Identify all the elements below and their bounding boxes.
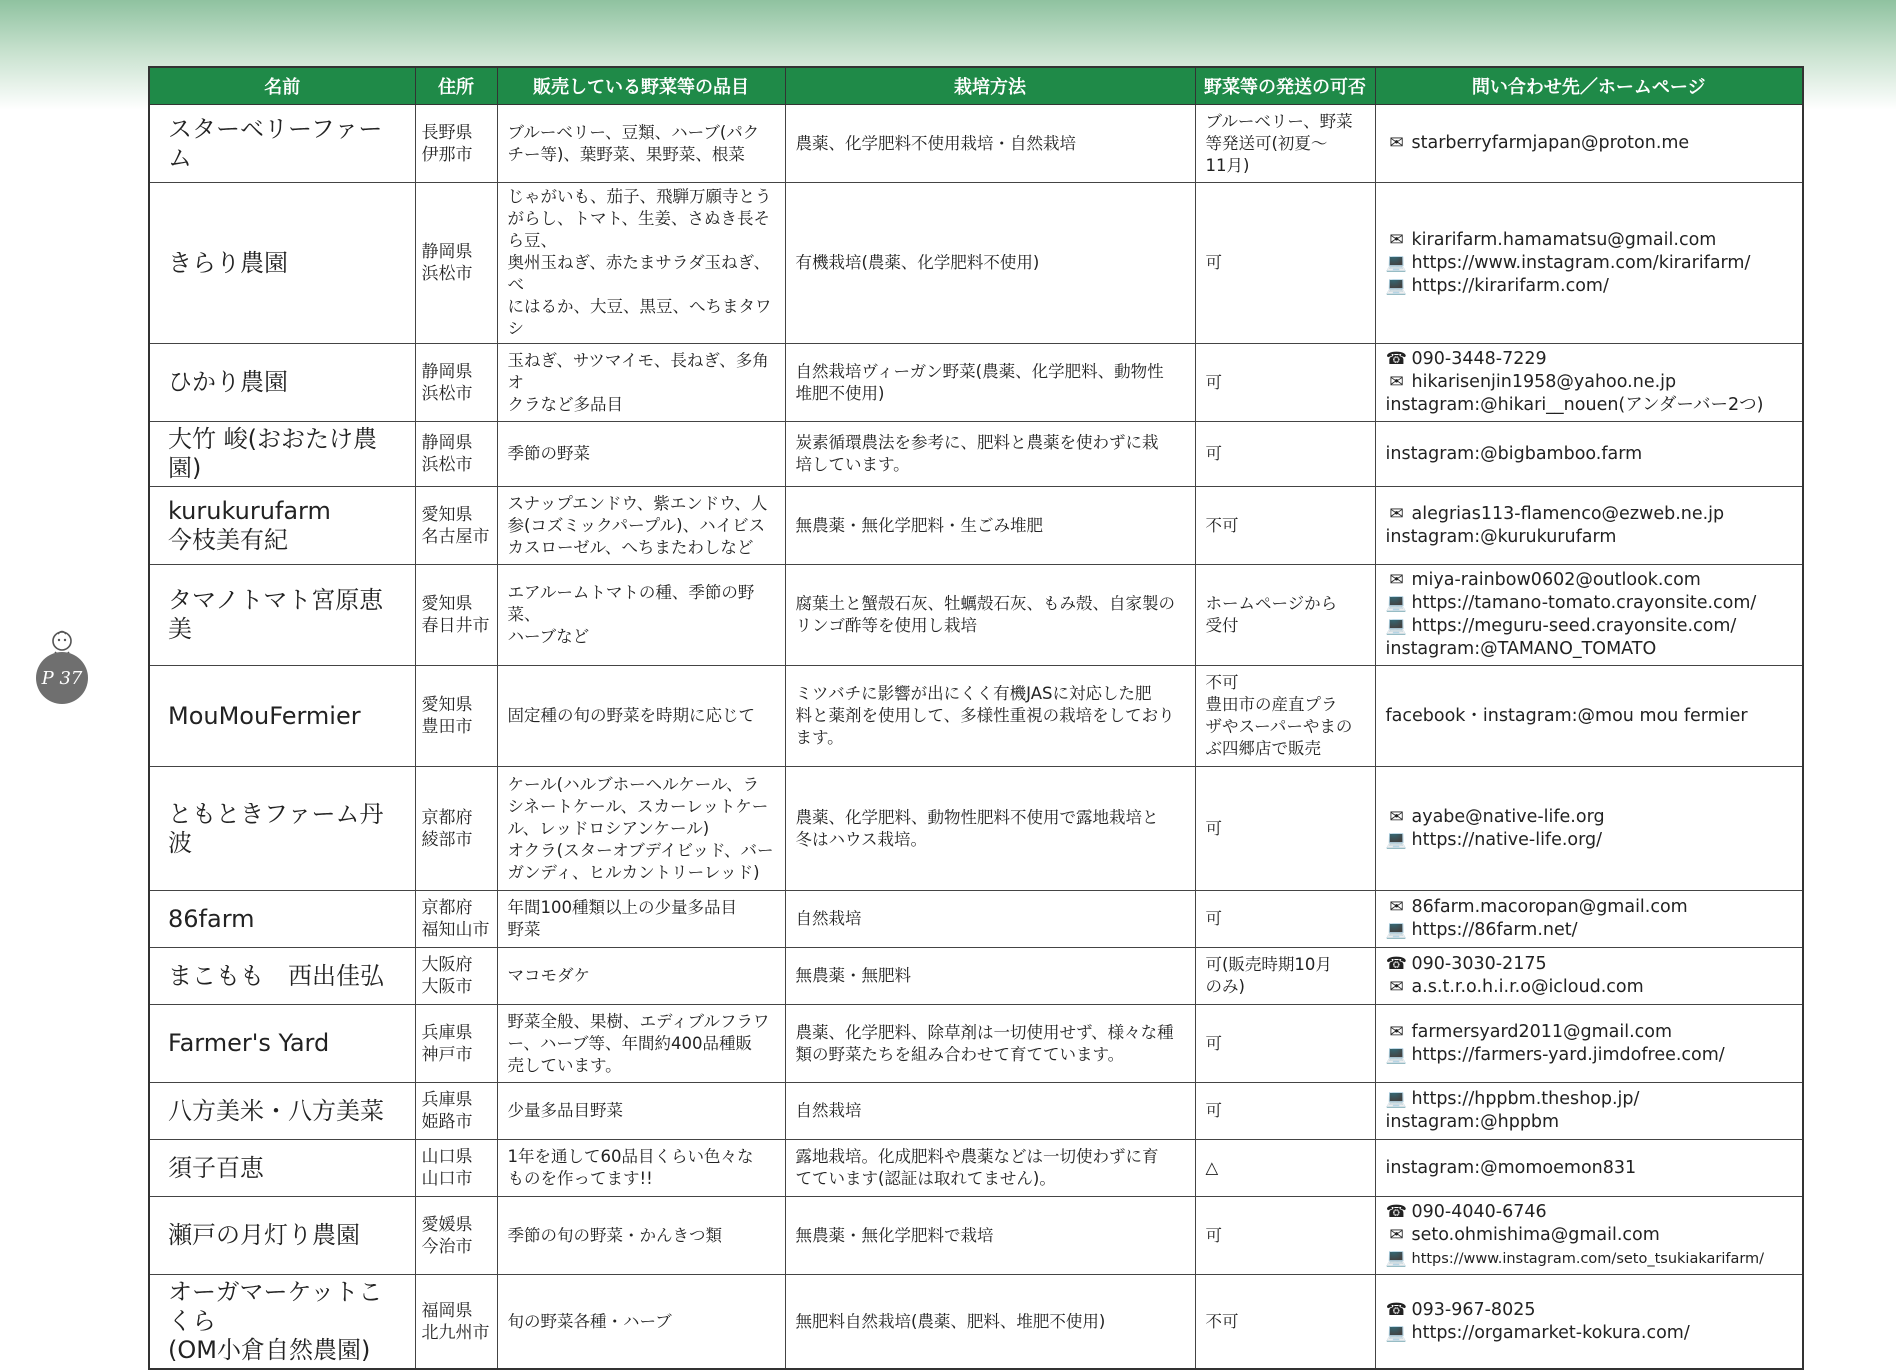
- farm-items: 玉ねぎ、サツマイモ、長ねぎ、多角オ クラなど多品目: [497, 344, 785, 422]
- contact-text[interactable]: instagram:@kurukurufarm: [1385, 526, 1617, 547]
- contact-text[interactable]: instagram:@momoemon831: [1385, 1157, 1637, 1178]
- farm-method: 露地栽培。化成肥料や農薬などは一切使わずに育 てています(認証は取れてません)。: [785, 1140, 1195, 1197]
- contact-text[interactable]: kirarifarm.hamamatsu@gmail.com: [1411, 229, 1717, 250]
- contact-line[interactable]: [1386, 1299, 1793, 1322]
- laptop-icon: 💻: [1385, 829, 1408, 850]
- farm-items: スナップエンドウ、紫エンドウ、人 参(コズミックパープル)、ハイビス カスローゼル、へちまたわしなど: [497, 487, 785, 565]
- contact-line[interactable]: [1386, 953, 1793, 976]
- laptop-icon: 💻: [1385, 1089, 1408, 1109]
- farm-address: 静岡県 浜松市: [415, 183, 497, 344]
- farm-method: 自然栽培ヴィーガン野菜(農薬、化学肥料、動物性 堆肥不使用): [785, 344, 1195, 422]
- contact-line[interactable]: [1386, 1021, 1793, 1044]
- farm-shipping: 可: [1195, 1197, 1375, 1275]
- farm-method: 無農薬・無肥料: [785, 948, 1195, 1005]
- contact-line[interactable]: [1386, 1201, 1793, 1224]
- contact-text[interactable]: miya-rainbow0602@outlook.com: [1411, 570, 1701, 590]
- farm-items: 季節の野菜: [497, 422, 785, 487]
- contact-text[interactable]: seto.ohmishima@gmail.com: [1411, 1224, 1660, 1245]
- contact-text[interactable]: 86farm.macoropan@gmail.com: [1411, 897, 1688, 917]
- farm-name: ひかり農園: [149, 344, 415, 422]
- laptop-icon: 💻: [1385, 1322, 1408, 1343]
- farm-contact: [1375, 948, 1803, 1005]
- farm-shipping: 不可: [1195, 487, 1375, 565]
- contact-line[interactable]: [1386, 829, 1793, 852]
- contact-text[interactable]: hikarisenjin1958@yahoo.ne.jp: [1411, 372, 1677, 392]
- farm-method: 自然栽培: [785, 1083, 1195, 1140]
- mail-icon: ✉: [1389, 229, 1404, 250]
- farm-address: 兵庫県 神戸市: [415, 1005, 497, 1083]
- farm-contact: [1375, 422, 1803, 487]
- farm-method: 農薬、化学肥料、動物性肥料不使用で露地栽培と 冬はハウス栽培。: [785, 767, 1195, 891]
- contact-line[interactable]: [1386, 615, 1793, 638]
- contact-line[interactable]: [1386, 252, 1793, 275]
- mail-icon: ✉: [1389, 1021, 1404, 1042]
- contact-line[interactable]: [1386, 229, 1793, 252]
- laptop-icon: 💻: [1385, 1247, 1408, 1268]
- page-number: P 37: [36, 652, 88, 704]
- table-row: [149, 767, 1803, 891]
- farm-address: 大阪府 大阪市: [415, 948, 497, 1005]
- table-row: [149, 344, 1803, 422]
- farm-name: 須子百恵: [149, 1140, 415, 1197]
- header-contact: 問い合わせ先／ホームページ: [1375, 67, 1803, 105]
- table-row: [149, 1083, 1803, 1140]
- contact-text[interactable]: instagram:@hikari__nouen(アンダーバー2つ): [1385, 395, 1764, 415]
- table-row: [149, 666, 1803, 767]
- header-shipping: 野菜等の発送の可否: [1195, 67, 1375, 105]
- contact-text[interactable]: a.s.t.r.o.h.i.r.o@icloud.com: [1411, 977, 1644, 997]
- contact-line[interactable]: [1386, 1157, 1793, 1180]
- mail-icon: ✉: [1389, 806, 1404, 827]
- farm-shipping: 不可: [1195, 1275, 1375, 1370]
- farm-contact: [1375, 666, 1803, 767]
- contact-text[interactable]: https://hppbm.theshop.jp/: [1411, 1089, 1640, 1109]
- farm-name: まこもも 西出佳弘: [149, 948, 415, 1005]
- farm-table: [148, 66, 1804, 1370]
- phone-icon: ☎: [1385, 1299, 1408, 1320]
- contact-text[interactable]: https://farmers-yard.jimdofree.com/: [1411, 1044, 1725, 1065]
- contact-text[interactable]: facebook・instagram:@mou mou fermier: [1385, 705, 1748, 726]
- contact-line[interactable]: [1386, 638, 1793, 661]
- phone-icon: ☎: [1385, 349, 1408, 369]
- contact-text[interactable]: https://kirarifarm.com/: [1411, 275, 1609, 296]
- farm-address: 長野県 伊那市: [415, 105, 497, 183]
- contact-text[interactable]: https://86farm.net/: [1411, 920, 1578, 940]
- table-row: [149, 1197, 1803, 1275]
- table-row: [149, 422, 1803, 487]
- farm-contact: [1375, 105, 1803, 183]
- contact-line[interactable]: [1386, 976, 1793, 999]
- farm-items: 少量多品目野菜: [497, 1083, 785, 1140]
- farm-shipping: 可: [1195, 183, 1375, 344]
- farm-shipping: △: [1195, 1140, 1375, 1197]
- table-row: [149, 1275, 1803, 1370]
- farm-address: 愛知県 春日井市: [415, 565, 497, 666]
- header-address: 住所: [415, 67, 497, 105]
- farm-shipping: 不可 豊田市の産直プラ ザやスーパーやまの ぶ四郷店で販売: [1195, 666, 1375, 767]
- contact-text[interactable]: instagram:@bigbamboo.farm: [1385, 443, 1643, 464]
- header-name: 名前: [149, 67, 415, 105]
- contact-line[interactable]: [1386, 705, 1793, 728]
- farm-contact: [1375, 1005, 1803, 1083]
- contact-text[interactable]: https://tamano-tomato.crayonsite.com/: [1411, 593, 1757, 613]
- farm-address: 山口県 山口市: [415, 1140, 497, 1197]
- contact-text[interactable]: 093-967-8025: [1411, 1299, 1536, 1320]
- contact-line[interactable]: [1386, 503, 1793, 526]
- farm-name: 八方美米・八方美菜: [149, 1083, 415, 1140]
- farm-contact: [1375, 183, 1803, 344]
- page-badge: [30, 630, 94, 710]
- farm-items: 旬の野菜各種・ハーブ: [497, 1275, 785, 1370]
- laptop-icon: 💻: [1385, 616, 1408, 636]
- farm-name: MouMouFermier: [149, 666, 415, 767]
- farm-contact: [1375, 565, 1803, 666]
- farm-method: ミツバチに影響が出にくく有機JASに対応した肥 料と薬剤を使用して、多様性重視の栽培をしており ます。: [785, 666, 1195, 767]
- farm-items: マコモダケ: [497, 948, 785, 1005]
- mail-icon: ✉: [1389, 897, 1404, 917]
- contact-line[interactable]: [1386, 394, 1793, 417]
- farm-method: 農薬、化学肥料不使用栽培・自然栽培: [785, 105, 1195, 183]
- contact-text[interactable]: https://native-life.org/: [1411, 829, 1603, 850]
- contact-line[interactable]: [1386, 1224, 1793, 1247]
- farm-address: 京都府 福知山市: [415, 891, 497, 948]
- farm-address: 静岡県 浜松市: [415, 344, 497, 422]
- phone-icon: ☎: [1385, 1201, 1408, 1222]
- farm-name: kurukurufarm 今枝美有紀: [149, 487, 415, 565]
- table-row: [149, 1005, 1803, 1083]
- farm-contact: [1375, 1197, 1803, 1275]
- contact-text[interactable]: https://www.instagram.com/kirarifarm/: [1411, 252, 1751, 273]
- farm-address: 静岡県 浜松市: [415, 422, 497, 487]
- farm-items: 年間100種類以上の少量多品目 野菜: [497, 891, 785, 948]
- contact-text[interactable]: instagram:@TAMANO_TOMATO: [1385, 639, 1657, 659]
- laptop-icon: 💻: [1385, 920, 1408, 940]
- table-body: [149, 105, 1803, 1370]
- table-header-row: [149, 67, 1803, 105]
- farm-method: 有機栽培(農薬、化学肥料不使用): [785, 183, 1195, 344]
- farm-contact: [1375, 344, 1803, 422]
- farm-items: ブルーベリー、豆類、ハーブ(パク チー等)、葉野菜、果野菜、根菜: [497, 105, 785, 183]
- farm-shipping: 可: [1195, 891, 1375, 948]
- farm-name: 86farm: [149, 891, 415, 948]
- table-row: [149, 1140, 1803, 1197]
- contact-line[interactable]: [1386, 1111, 1793, 1134]
- farm-method: 無農薬・無化学肥料で栽培: [785, 1197, 1195, 1275]
- farm-shipping: 可: [1195, 767, 1375, 891]
- contact-line[interactable]: [1386, 443, 1793, 466]
- contact-line[interactable]: [1386, 132, 1793, 155]
- table-row: [149, 487, 1803, 565]
- table-row: [149, 105, 1803, 183]
- laptop-icon: 💻: [1385, 275, 1408, 296]
- contact-line[interactable]: [1386, 569, 1793, 592]
- contact-text[interactable]: alegrias113-flamenco@ezweb.ne.jp: [1411, 503, 1725, 524]
- farm-method: 自然栽培: [785, 891, 1195, 948]
- mail-icon: ✉: [1389, 570, 1404, 590]
- farm-shipping: 可(販売時期10月 のみ): [1195, 948, 1375, 1005]
- farm-contact: [1375, 487, 1803, 565]
- farm-address: 愛媛県 今治市: [415, 1197, 497, 1275]
- farm-shipping: 可: [1195, 1005, 1375, 1083]
- contact-line[interactable]: [1386, 348, 1793, 371]
- contact-text[interactable]: https://meguru-seed.crayonsite.com/: [1411, 616, 1737, 636]
- contact-line[interactable]: [1386, 806, 1793, 829]
- farm-items: 固定種の旬の野菜を時期に応じて: [497, 666, 785, 767]
- contact-line[interactable]: [1386, 1322, 1793, 1345]
- contact-text[interactable]: starberryfarmjapan@proton.me: [1411, 133, 1690, 153]
- mail-icon: ✉: [1389, 503, 1404, 524]
- farm-shipping: 可: [1195, 1083, 1375, 1140]
- farm-name: 瀬戸の月灯り農園: [149, 1197, 415, 1275]
- contact-line[interactable]: [1386, 1088, 1793, 1111]
- contact-line[interactable]: [1386, 526, 1793, 549]
- farm-items: ケール(ハルブホーヘルケール、ラ シネートケール、スカーレットケー ル、レッドロシアンケール) オクラ(スターオブデイビッド、バー ガンディ、ヒルカントリーレッド): [497, 767, 785, 891]
- laptop-icon: 💻: [1385, 1044, 1408, 1065]
- farm-items: 1年を通して60品目くらい色々な ものを作ってます!!: [497, 1140, 785, 1197]
- contact-text[interactable]: 090-3448-7229: [1411, 349, 1547, 369]
- contact-line[interactable]: [1386, 1044, 1793, 1067]
- farm-method: 無農薬・無化学肥料・生ごみ堆肥: [785, 487, 1195, 565]
- table-row: [149, 565, 1803, 666]
- farm-method: 無肥料自然栽培(農薬、肥料、堆肥不使用): [785, 1275, 1195, 1370]
- farm-address: 兵庫県 姫路市: [415, 1083, 497, 1140]
- farm-name: 大竹 峻(おおたけ農園): [149, 422, 415, 487]
- farm-items: 季節の旬の野菜・かんきつ類: [497, 1197, 785, 1275]
- farm-items: 野菜全般、果樹、エディブルフラワ ー、ハーブ等、年間約400品種販 売しています。: [497, 1005, 785, 1083]
- farm-address: 京都府 綾部市: [415, 767, 497, 891]
- contact-line[interactable]: [1386, 919, 1793, 942]
- contact-text[interactable]: farmersyard2011@gmail.com: [1411, 1021, 1673, 1042]
- contact-text[interactable]: 090-4040-6746: [1411, 1201, 1547, 1222]
- farm-contact: [1375, 1275, 1803, 1370]
- contact-line[interactable]: [1386, 275, 1793, 298]
- farm-name: オーガマーケットこくら (OM小倉自然農園): [149, 1275, 415, 1370]
- contact-text[interactable]: ayabe@native-life.org: [1411, 806, 1605, 827]
- laptop-icon: 💻: [1385, 252, 1408, 273]
- header-items: 販売している野菜等の品目: [497, 67, 785, 105]
- farm-method: 腐葉土と蟹殻石灰、牡蠣殻石灰、もみ殻、自家製の リンゴ酢等を使用し栽培: [785, 565, 1195, 666]
- farm-method: 炭素循環農法を参考に、肥料と農薬を使わずに栽 培しています。: [785, 422, 1195, 487]
- contact-text[interactable]: https://orgamarket-kokura.com/: [1411, 1322, 1690, 1343]
- phone-icon: ☎: [1385, 954, 1408, 974]
- farm-address: 愛知県 豊田市: [415, 666, 497, 767]
- farm-name: Farmer's Yard: [149, 1005, 415, 1083]
- contact-line[interactable]: [1386, 371, 1793, 394]
- table-row: [149, 948, 1803, 1005]
- farm-name: タマノトマト宮原恵美: [149, 565, 415, 666]
- contact-line[interactable]: [1386, 896, 1793, 919]
- farm-contact: [1375, 767, 1803, 891]
- farm-items: エアルームトマトの種、季節の野菜、 ハーブなど: [497, 565, 785, 666]
- contact-text[interactable]: https://www.instagram.com/seto_tsukiakarifarm/: [1411, 1250, 1765, 1267]
- farm-shipping: 可: [1195, 422, 1375, 487]
- farm-name: ともときファーム丹波: [149, 767, 415, 891]
- farm-contact: [1375, 1083, 1803, 1140]
- laptop-icon: 💻: [1385, 593, 1408, 613]
- farm-shipping: ブルーベリー、野菜 等発送可(初夏～ 11月): [1195, 105, 1375, 183]
- farm-address: 福岡県 北九州市: [415, 1275, 497, 1370]
- table-row: [149, 183, 1803, 344]
- mail-icon: ✉: [1389, 372, 1404, 392]
- mail-icon: ✉: [1389, 1224, 1404, 1245]
- farm-contact: [1375, 1140, 1803, 1197]
- table-row: [149, 891, 1803, 948]
- farm-contact: [1375, 891, 1803, 948]
- contact-text[interactable]: instagram:@hppbm: [1385, 1112, 1560, 1132]
- farm-name: きらり農園: [149, 183, 415, 344]
- farm-items: じゃがいも、茄子、飛騨万願寺とう がらし、トマト、生姜、さぬき長そら豆、 奥州玉ねぎ、赤たまサラダ玉ねぎ、べ にはるか、大豆、黒豆、へちまタワシ: [497, 183, 785, 344]
- contact-line[interactable]: [1386, 592, 1793, 615]
- farm-method: 農薬、化学肥料、除草剤は一切使用せず、様々な種 類の野菜たちを組み合わせて育てています。: [785, 1005, 1195, 1083]
- contact-text[interactable]: 090-3030-2175: [1411, 954, 1547, 974]
- farm-address: 愛知県 名古屋市: [415, 487, 497, 565]
- farm-shipping: ホームページから 受付: [1195, 565, 1375, 666]
- farm-shipping: 可: [1195, 344, 1375, 422]
- contact-line[interactable]: [1386, 1247, 1793, 1271]
- mail-icon: ✉: [1389, 977, 1404, 997]
- mail-icon: ✉: [1389, 133, 1404, 153]
- header-method: 栽培方法: [785, 67, 1195, 105]
- farm-name: スターベリーファーム: [149, 105, 415, 183]
